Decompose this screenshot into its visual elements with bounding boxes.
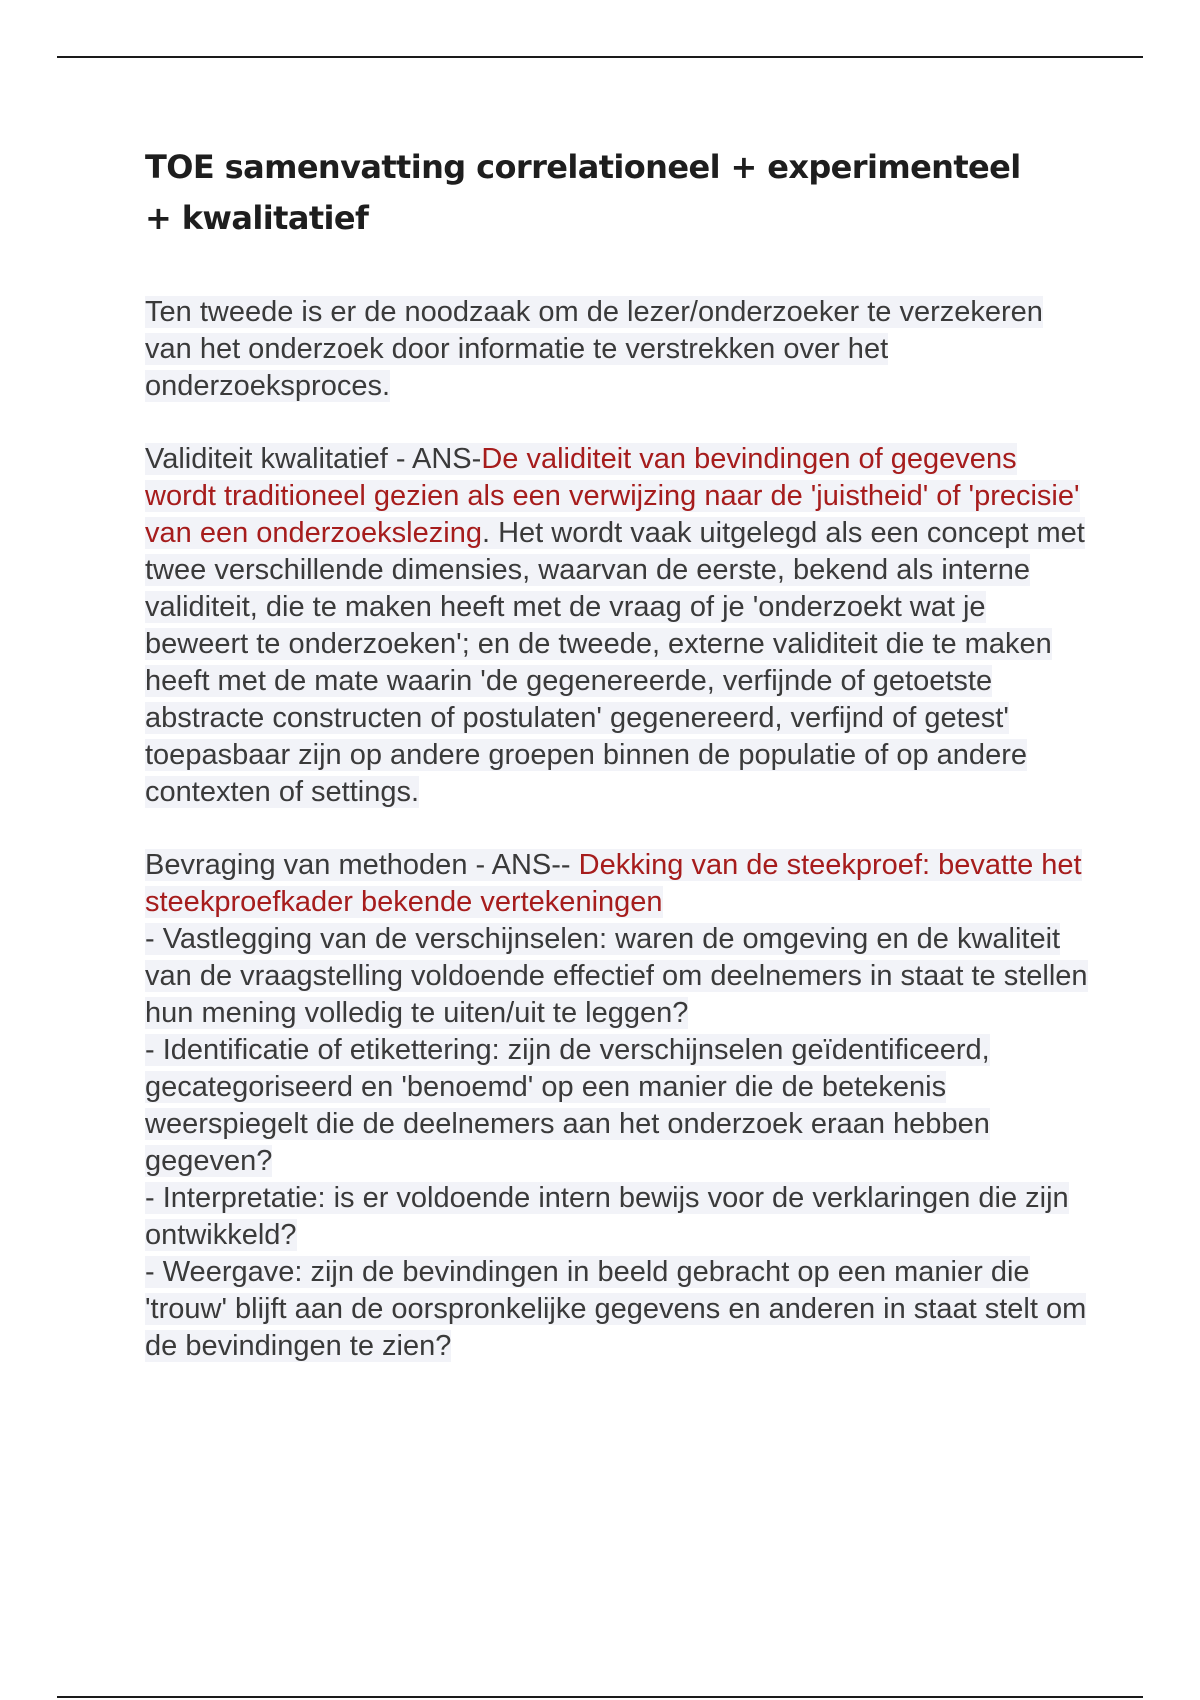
validity-question: Validiteit kwalitatief - ANS- <box>145 443 482 475</box>
paragraph-gap <box>145 811 1095 847</box>
page-title: TOE samenvatting correlationeel + experimenteel + kwalitatief <box>145 148 1021 237</box>
top-divider <box>57 56 1143 58</box>
intro-paragraph <box>145 294 1095 405</box>
methods-answer-highlight: Dekking van de steekproef: bevatte het steekproefkader bekende vertekeningen <box>145 849 1082 918</box>
methods-item-text: - Vastlegging van de verschijnselen: waren de omgeving en de kwaliteit van de vraagstelling voldoende effectief om deelnemers in staat te stellen hun mening volledig te uiten/uit te leggen? <box>145 923 1088 1029</box>
validity-answer-highlight: De validiteit van bevindingen of gegevens wordt traditioneel gezien als een verwijzing naar de 'juistheid' of 'precisie' van een onderzoekslezing <box>145 443 1080 549</box>
validity-answer-rest: . Het wordt vaak uitgelegd als een concept met twee verschillende dimensies, waarvan de eerste, bekend als interne validiteit, die te maken heeft met de vraag of je 'onderzoekt wat je beweert te onderzoeken'; en de tweede, externe validiteit die te maken heeft met de mate waarin 'de gegenereerde, verfijnde of getoetste abstracte constructen of postulaten' gegenereerd, verfijnd of getest' toepasbaar zijn op andere groepen binnen de populatie of op andere contexten of settings. <box>145 517 1085 808</box>
intro-text: Ten tweede is er de noodzaak om de lezer/onderzoeker te verzekeren van het onderzoek door informatie te verstrekken over het onderzoeksproces. <box>145 296 1043 402</box>
methods-item <box>145 1254 1095 1365</box>
methods-item <box>145 921 1095 1032</box>
methods-item-text: - Weergave: zijn de bevindingen in beeld gebracht op een manier die 'trouw' blijft aan de oorspronkelijke gegevens en anderen in staat stelt om de bevindingen te zien? <box>145 1256 1087 1362</box>
bottom-divider <box>57 1696 1143 1698</box>
methods-item-text: - Identificatie of etikettering: zijn de verschijnselen geïdentificeerd, gecategoriseerd en 'benoemd' op een manier die de betekenis weerspiegelt die de deelnemers aan het onderzoek eraan hebben gegeven? <box>145 1034 990 1177</box>
methods-item-text: - Interpretatie: is er voldoende intern bewijs voor de verklaringen die zijn ontwikkeld? <box>145 1182 1069 1251</box>
methods-question: Bevraging van methoden - ANS-- <box>145 849 579 881</box>
methods-item <box>145 1180 1095 1254</box>
document-body <box>145 294 1095 1365</box>
paragraph-gap <box>145 405 1095 441</box>
validity-paragraph <box>145 441 1095 811</box>
methods-paragraph <box>145 847 1095 921</box>
methods-item <box>145 1032 1095 1180</box>
